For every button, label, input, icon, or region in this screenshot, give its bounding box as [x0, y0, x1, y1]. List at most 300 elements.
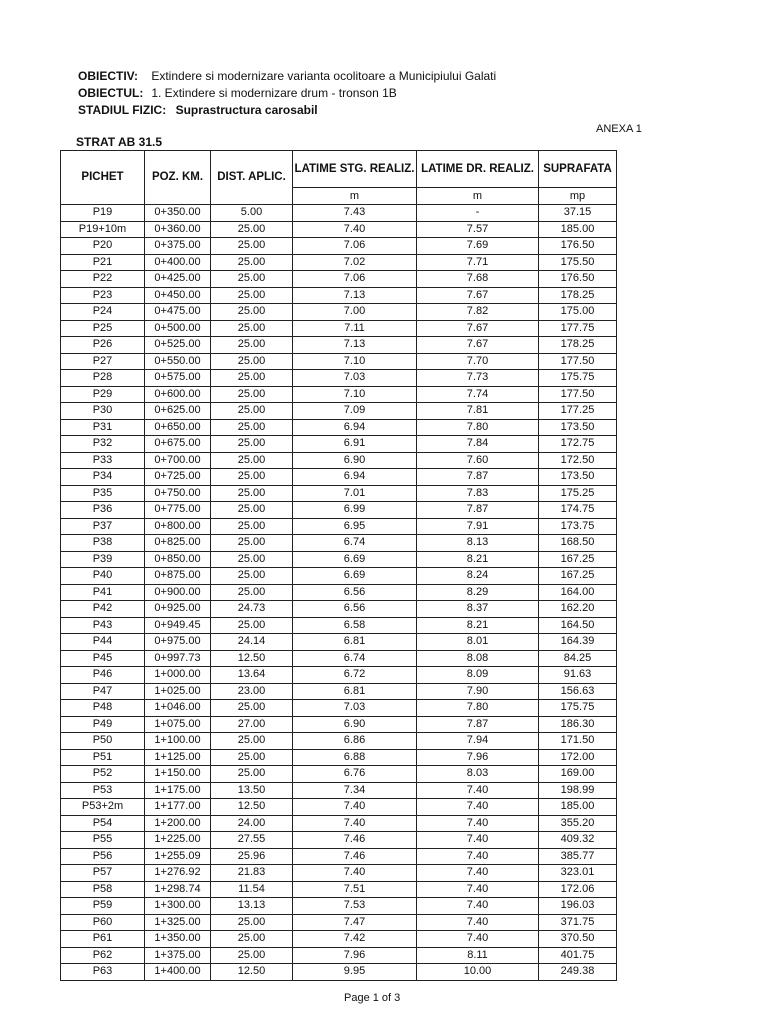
- cell-latime-dr: 7.40: [417, 898, 539, 915]
- cell-dist-aplic: 25.00: [211, 370, 293, 387]
- cell-poz-km: 1+276.92: [145, 865, 211, 882]
- table-row: [61, 337, 617, 354]
- cell-latime-dr: 7.40: [417, 914, 539, 931]
- cell-poz-km: 0+825.00: [145, 535, 211, 552]
- cell-latime-dr: 7.71: [417, 254, 539, 271]
- cell-suprafata: 37.15: [539, 205, 617, 222]
- cell-pichet: P19: [61, 205, 145, 222]
- cell-pichet: P45: [61, 650, 145, 667]
- cell-suprafata: 177.50: [539, 353, 617, 370]
- cell-latime-stg: 7.40: [293, 865, 417, 882]
- cell-poz-km: 0+400.00: [145, 254, 211, 271]
- cell-latime-stg: 6.88: [293, 749, 417, 766]
- cell-suprafata: 164.39: [539, 634, 617, 651]
- cell-latime-dr: 7.40: [417, 931, 539, 948]
- cell-suprafata: 401.75: [539, 947, 617, 964]
- obiectiv-line: [78, 68, 496, 85]
- cell-poz-km: 1+375.00: [145, 947, 211, 964]
- cell-poz-km: 0+900.00: [145, 584, 211, 601]
- cell-dist-aplic: 25.00: [211, 287, 293, 304]
- cell-dist-aplic: 25.00: [211, 238, 293, 255]
- cell-latime-dr: 7.84: [417, 436, 539, 453]
- cell-latime-stg: 6.69: [293, 551, 417, 568]
- cell-latime-dr: 8.13: [417, 535, 539, 552]
- table-row: [61, 947, 617, 964]
- cell-dist-aplic: 25.96: [211, 848, 293, 865]
- cell-latime-stg: 7.06: [293, 271, 417, 288]
- cell-latime-dr: 7.80: [417, 419, 539, 436]
- cell-suprafata: 173.50: [539, 469, 617, 486]
- cell-pichet: P42: [61, 601, 145, 618]
- cell-latime-stg: 7.43: [293, 205, 417, 222]
- table-row: [61, 881, 617, 898]
- cell-latime-dr: -: [417, 205, 539, 222]
- cell-pichet: P41: [61, 584, 145, 601]
- cell-suprafata: 172.50: [539, 452, 617, 469]
- cell-dist-aplic: 25.00: [211, 518, 293, 535]
- cell-dist-aplic: 5.00: [211, 205, 293, 222]
- cell-poz-km: 1+175.00: [145, 782, 211, 799]
- cell-latime-dr: 7.96: [417, 749, 539, 766]
- cell-suprafata: 176.50: [539, 271, 617, 288]
- cell-latime-stg: 9.95: [293, 964, 417, 981]
- cell-latime-dr: 8.29: [417, 584, 539, 601]
- cell-latime-dr: 7.94: [417, 733, 539, 750]
- cell-pichet: P26: [61, 337, 145, 354]
- cell-dist-aplic: 25.00: [211, 403, 293, 420]
- cell-poz-km: 0+650.00: [145, 419, 211, 436]
- cell-dist-aplic: 25.00: [211, 221, 293, 238]
- cell-pichet: P55: [61, 832, 145, 849]
- cell-dist-aplic: 25.00: [211, 271, 293, 288]
- cell-suprafata: 176.50: [539, 238, 617, 255]
- cell-suprafata: 177.50: [539, 386, 617, 403]
- cell-latime-stg: 6.74: [293, 535, 417, 552]
- cell-latime-stg: 7.11: [293, 320, 417, 337]
- cell-pichet: P56: [61, 848, 145, 865]
- cell-latime-dr: 7.40: [417, 815, 539, 832]
- cell-suprafata: 169.00: [539, 766, 617, 783]
- table-row: [61, 782, 617, 799]
- cell-suprafata: 185.00: [539, 799, 617, 816]
- cell-latime-stg: 7.40: [293, 221, 417, 238]
- cell-latime-stg: 7.03: [293, 370, 417, 387]
- cell-latime-dr: 7.40: [417, 865, 539, 882]
- table-row: [61, 535, 617, 552]
- cell-dist-aplic: 25.00: [211, 947, 293, 964]
- cell-pichet: P27: [61, 353, 145, 370]
- cell-pichet: P38: [61, 535, 145, 552]
- table-row: [61, 865, 617, 882]
- cell-poz-km: 1+100.00: [145, 733, 211, 750]
- cell-latime-dr: 7.73: [417, 370, 539, 387]
- table-row: [61, 320, 617, 337]
- cell-poz-km: 1+150.00: [145, 766, 211, 783]
- table-row: [61, 403, 617, 420]
- cell-latime-dr: 7.40: [417, 799, 539, 816]
- table-row: [61, 650, 617, 667]
- cell-latime-dr: 7.90: [417, 683, 539, 700]
- cell-poz-km: 1+255.09: [145, 848, 211, 865]
- table-row: [61, 452, 617, 469]
- table-row: [61, 518, 617, 535]
- cell-latime-stg: 7.46: [293, 832, 417, 849]
- cell-latime-dr: 7.87: [417, 502, 539, 519]
- cell-poz-km: 1+200.00: [145, 815, 211, 832]
- cell-pichet: P33: [61, 452, 145, 469]
- cell-latime-stg: 7.06: [293, 238, 417, 255]
- cell-latime-stg: 7.10: [293, 353, 417, 370]
- cell-pichet: P21: [61, 254, 145, 271]
- table-row: [61, 238, 617, 255]
- cell-suprafata: 172.75: [539, 436, 617, 453]
- cell-pichet: P53: [61, 782, 145, 799]
- table-row: [61, 370, 617, 387]
- cell-suprafata: 186.30: [539, 716, 617, 733]
- cell-latime-stg: 6.90: [293, 716, 417, 733]
- cell-latime-stg: 7.40: [293, 799, 417, 816]
- cell-poz-km: 1+350.00: [145, 931, 211, 948]
- col-header-pichet: PICHET: [61, 151, 145, 205]
- cell-latime-dr: 7.81: [417, 403, 539, 420]
- cell-poz-km: 0+875.00: [145, 568, 211, 585]
- cell-latime-stg: 7.42: [293, 931, 417, 948]
- cell-pichet: P23: [61, 287, 145, 304]
- cell-dist-aplic: 27.55: [211, 832, 293, 849]
- cell-poz-km: 0+800.00: [145, 518, 211, 535]
- table-row: [61, 502, 617, 519]
- cell-suprafata: 185.00: [539, 221, 617, 238]
- cell-latime-stg: 7.09: [293, 403, 417, 420]
- cell-dist-aplic: 25.00: [211, 337, 293, 354]
- cell-poz-km: 0+700.00: [145, 452, 211, 469]
- table-row: [61, 551, 617, 568]
- cell-poz-km: 0+350.00: [145, 205, 211, 222]
- cell-dist-aplic: 25.00: [211, 749, 293, 766]
- cell-latime-dr: 7.87: [417, 716, 539, 733]
- cell-dist-aplic: 25.00: [211, 304, 293, 321]
- cell-pichet: P47: [61, 683, 145, 700]
- cell-suprafata: 177.25: [539, 403, 617, 420]
- cell-latime-dr: 7.70: [417, 353, 539, 370]
- cell-latime-dr: 7.57: [417, 221, 539, 238]
- table-row: [61, 205, 617, 222]
- table-row: [61, 419, 617, 436]
- cell-suprafata: 91.63: [539, 667, 617, 684]
- cell-latime-dr: 8.21: [417, 617, 539, 634]
- obiectiv-label: OBIECTIV:: [78, 69, 139, 83]
- cell-latime-dr: 8.37: [417, 601, 539, 618]
- cell-suprafata: 174.75: [539, 502, 617, 519]
- cell-pichet: P25: [61, 320, 145, 337]
- cell-suprafata: 162.20: [539, 601, 617, 618]
- cell-latime-stg: 6.76: [293, 766, 417, 783]
- unit-latime-dr: m: [417, 188, 539, 205]
- cell-latime-stg: 7.40: [293, 815, 417, 832]
- cell-latime-dr: 8.21: [417, 551, 539, 568]
- cell-latime-dr: 7.67: [417, 320, 539, 337]
- cell-dist-aplic: 25.00: [211, 502, 293, 519]
- cell-poz-km: 0+625.00: [145, 403, 211, 420]
- cell-latime-stg: 6.91: [293, 436, 417, 453]
- cell-dist-aplic: 25.00: [211, 551, 293, 568]
- cell-dist-aplic: 23.00: [211, 683, 293, 700]
- cell-dist-aplic: 27.00: [211, 716, 293, 733]
- cell-latime-stg: 7.47: [293, 914, 417, 931]
- table-row: [61, 304, 617, 321]
- cell-suprafata: 167.25: [539, 551, 617, 568]
- cell-poz-km: 1+000.00: [145, 667, 211, 684]
- cell-dist-aplic: 25.00: [211, 436, 293, 453]
- table-row: [61, 485, 617, 502]
- cell-pichet: P24: [61, 304, 145, 321]
- cell-poz-km: 0+525.00: [145, 337, 211, 354]
- cell-latime-stg: 7.34: [293, 782, 417, 799]
- col-header-suprafata: SUPRAFATA: [539, 151, 617, 188]
- cell-pichet: P39: [61, 551, 145, 568]
- cell-latime-dr: 7.60: [417, 452, 539, 469]
- cell-dist-aplic: 25.00: [211, 766, 293, 783]
- cell-pichet: P28: [61, 370, 145, 387]
- table-row: [61, 568, 617, 585]
- cell-latime-stg: 6.56: [293, 601, 417, 618]
- stadiul-line: [78, 102, 496, 119]
- cell-latime-dr: 7.80: [417, 700, 539, 717]
- cell-pichet: P51: [61, 749, 145, 766]
- cell-poz-km: 0+975.00: [145, 634, 211, 651]
- cell-pichet: P57: [61, 865, 145, 882]
- cell-dist-aplic: 13.64: [211, 667, 293, 684]
- cell-latime-dr: 7.67: [417, 337, 539, 354]
- cell-suprafata: 173.75: [539, 518, 617, 535]
- cell-latime-stg: 6.95: [293, 518, 417, 535]
- cell-poz-km: 1+025.00: [145, 683, 211, 700]
- cell-latime-stg: 7.51: [293, 881, 417, 898]
- cell-pichet: P48: [61, 700, 145, 717]
- cell-latime-stg: 6.58: [293, 617, 417, 634]
- cell-poz-km: 1+300.00: [145, 898, 211, 915]
- cell-latime-dr: 8.01: [417, 634, 539, 651]
- cell-latime-stg: 7.02: [293, 254, 417, 271]
- cell-pichet: P19+10m: [61, 221, 145, 238]
- cell-suprafata: 323.01: [539, 865, 617, 882]
- cell-suprafata: 249.38: [539, 964, 617, 981]
- table-row: [61, 254, 617, 271]
- table-row: [61, 353, 617, 370]
- cell-dist-aplic: 25.00: [211, 469, 293, 486]
- cell-pichet: P49: [61, 716, 145, 733]
- cell-latime-stg: 6.86: [293, 733, 417, 750]
- cell-dist-aplic: 25.00: [211, 535, 293, 552]
- cell-suprafata: 371.75: [539, 914, 617, 931]
- cell-latime-stg: 7.53: [293, 898, 417, 915]
- cell-suprafata: 175.25: [539, 485, 617, 502]
- cell-latime-dr: 7.67: [417, 287, 539, 304]
- cell-pichet: P43: [61, 617, 145, 634]
- cell-latime-stg: 6.56: [293, 584, 417, 601]
- cell-latime-stg: 7.96: [293, 947, 417, 964]
- cell-pichet: P34: [61, 469, 145, 486]
- cell-dist-aplic: 25.00: [211, 584, 293, 601]
- annex-label: ANEXA 1: [596, 123, 642, 135]
- cell-dist-aplic: 24.14: [211, 634, 293, 651]
- cell-suprafata: 196.03: [539, 898, 617, 915]
- table-row: [61, 898, 617, 915]
- cell-latime-stg: 6.94: [293, 469, 417, 486]
- cell-poz-km: 1+046.00: [145, 700, 211, 717]
- table-row: [61, 733, 617, 750]
- cell-pichet: P46: [61, 667, 145, 684]
- cell-suprafata: 355.20: [539, 815, 617, 832]
- table-header-row: [61, 151, 617, 188]
- table-body: [61, 205, 617, 981]
- cell-latime-stg: 6.90: [293, 452, 417, 469]
- stadiul-label: STADIUL FIZIC:: [78, 103, 167, 117]
- cell-latime-stg: 7.13: [293, 337, 417, 354]
- cell-pichet: P54: [61, 815, 145, 832]
- table-row: [61, 749, 617, 766]
- cell-latime-dr: 7.82: [417, 304, 539, 321]
- cell-pichet: P59: [61, 898, 145, 915]
- table-row: [61, 386, 617, 403]
- cell-latime-dr: 7.40: [417, 832, 539, 849]
- cell-pichet: P37: [61, 518, 145, 535]
- cell-dist-aplic: 25.00: [211, 617, 293, 634]
- cell-poz-km: 0+725.00: [145, 469, 211, 486]
- table-row: [61, 667, 617, 684]
- cell-suprafata: 164.50: [539, 617, 617, 634]
- cell-latime-stg: 6.81: [293, 683, 417, 700]
- cell-suprafata: 172.06: [539, 881, 617, 898]
- table-row: [61, 815, 617, 832]
- stadiul-value: Suprastructura carosabil: [175, 103, 318, 117]
- cell-pichet: P52: [61, 766, 145, 783]
- cell-poz-km: 1+400.00: [145, 964, 211, 981]
- cell-poz-km: 1+325.00: [145, 914, 211, 931]
- table-row: [61, 716, 617, 733]
- cell-latime-dr: 7.74: [417, 386, 539, 403]
- cell-poz-km: 0+360.00: [145, 221, 211, 238]
- table-row: [61, 700, 617, 717]
- table-row: [61, 634, 617, 651]
- document-header: [78, 68, 496, 119]
- cell-latime-stg: 6.72: [293, 667, 417, 684]
- cell-latime-stg: 6.69: [293, 568, 417, 585]
- cell-poz-km: 0+925.00: [145, 601, 211, 618]
- table-row: [61, 914, 617, 931]
- cell-poz-km: 0+997.73: [145, 650, 211, 667]
- cell-suprafata: 198.99: [539, 782, 617, 799]
- cell-dist-aplic: 24.00: [211, 815, 293, 832]
- cell-poz-km: 0+600.00: [145, 386, 211, 403]
- cell-suprafata: 168.50: [539, 535, 617, 552]
- cell-latime-stg: 7.13: [293, 287, 417, 304]
- obiectul-line: [78, 85, 496, 102]
- table-row: [61, 799, 617, 816]
- cell-dist-aplic: 24.73: [211, 601, 293, 618]
- cell-latime-dr: 7.40: [417, 848, 539, 865]
- cell-dist-aplic: 25.00: [211, 452, 293, 469]
- cell-dist-aplic: 25.00: [211, 700, 293, 717]
- cell-poz-km: 1+125.00: [145, 749, 211, 766]
- cell-dist-aplic: 25.00: [211, 914, 293, 931]
- cell-dist-aplic: 12.50: [211, 799, 293, 816]
- cell-latime-dr: 8.09: [417, 667, 539, 684]
- cell-pichet: P35: [61, 485, 145, 502]
- cell-suprafata: 370.50: [539, 931, 617, 948]
- table-row: [61, 584, 617, 601]
- cell-latime-stg: 6.74: [293, 650, 417, 667]
- cell-latime-stg: 7.01: [293, 485, 417, 502]
- cell-dist-aplic: 25.00: [211, 931, 293, 948]
- cell-suprafata: 84.25: [539, 650, 617, 667]
- cell-dist-aplic: 12.50: [211, 650, 293, 667]
- cell-dist-aplic: 25.00: [211, 353, 293, 370]
- cell-poz-km: 0+475.00: [145, 304, 211, 321]
- strat-title: STRAT AB 31.5: [76, 135, 163, 149]
- col-header-latime-dr: LATIME DR. REALIZ.: [417, 151, 539, 188]
- cell-pichet: P36: [61, 502, 145, 519]
- cell-pichet: P32: [61, 436, 145, 453]
- cell-poz-km: 1+225.00: [145, 832, 211, 849]
- cell-poz-km: 1+075.00: [145, 716, 211, 733]
- cell-latime-stg: 7.00: [293, 304, 417, 321]
- col-header-latime-stg: LATIME STG. REALIZ.: [293, 151, 417, 188]
- cell-dist-aplic: 25.00: [211, 733, 293, 750]
- obiectul-label: OBIECTUL:: [78, 86, 144, 100]
- cell-latime-stg: 7.03: [293, 700, 417, 717]
- cell-latime-stg: 7.10: [293, 386, 417, 403]
- cell-suprafata: 175.75: [539, 700, 617, 717]
- cell-poz-km: 0+775.00: [145, 502, 211, 519]
- obiectul-value: 1. Extindere si modernizare drum - tronson 1B: [151, 86, 397, 100]
- cell-poz-km: 1+298.74: [145, 881, 211, 898]
- table-row: [61, 964, 617, 981]
- table-row: [61, 271, 617, 288]
- cell-poz-km: 0+949.45: [145, 617, 211, 634]
- cell-latime-dr: 8.08: [417, 650, 539, 667]
- table-row: [61, 617, 617, 634]
- cell-poz-km: 0+550.00: [145, 353, 211, 370]
- cell-latime-dr: 7.40: [417, 881, 539, 898]
- cell-poz-km: 0+375.00: [145, 238, 211, 255]
- cell-poz-km: 0+750.00: [145, 485, 211, 502]
- cell-latime-stg: 6.94: [293, 419, 417, 436]
- cell-latime-stg: 6.81: [293, 634, 417, 651]
- cell-latime-dr: 8.24: [417, 568, 539, 585]
- cell-dist-aplic: 25.00: [211, 568, 293, 585]
- table-row: [61, 832, 617, 849]
- cell-poz-km: 0+450.00: [145, 287, 211, 304]
- table-row: [61, 287, 617, 304]
- table-row: [61, 766, 617, 783]
- cell-pichet: P53+2m: [61, 799, 145, 816]
- cell-pichet: P62: [61, 947, 145, 964]
- cell-dist-aplic: 13.13: [211, 898, 293, 915]
- cell-suprafata: 178.25: [539, 287, 617, 304]
- cell-pichet: P40: [61, 568, 145, 585]
- data-table: [60, 150, 617, 981]
- obiectiv-value: Extindere si modernizare varianta ocolitoare a Municipiului Galati: [151, 69, 497, 83]
- table-row: [61, 469, 617, 486]
- table-row: [61, 436, 617, 453]
- table-row: [61, 601, 617, 618]
- cell-poz-km: 0+575.00: [145, 370, 211, 387]
- cell-poz-km: 0+425.00: [145, 271, 211, 288]
- cell-suprafata: 177.75: [539, 320, 617, 337]
- cell-suprafata: 385.77: [539, 848, 617, 865]
- cell-pichet: P58: [61, 881, 145, 898]
